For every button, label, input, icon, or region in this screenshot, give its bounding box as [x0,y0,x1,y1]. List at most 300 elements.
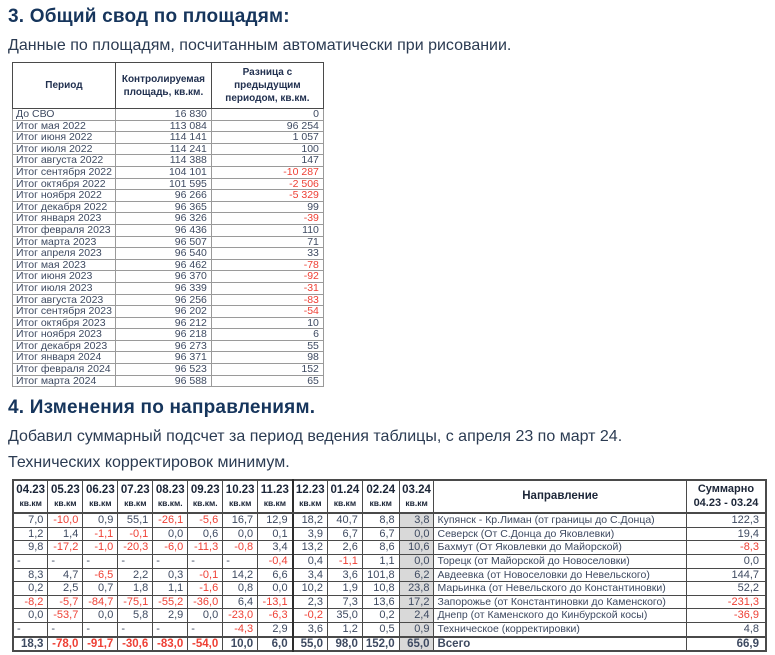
month-label: 01.24 [330,484,360,497]
diff-cell: 110 [211,224,323,236]
period-cell: Итог октября 2022 [13,178,116,190]
month-value-cell: 3,4 [258,541,293,555]
month-value-cell: 3,6 [293,623,328,637]
period-cell: Итог октября 2023 [13,317,116,329]
direction-table-row [13,527,766,541]
summary-header-line2: 04.23 - 03.24 [693,497,759,510]
summary-total-cell: 144,7 [686,568,766,582]
month-value-cell: 2,6 [327,541,362,555]
area-cell: 96 326 [115,213,211,225]
diff-cell: -54 [211,306,323,318]
area-cell: 96 256 [115,294,211,306]
areas-table-row [13,375,324,387]
month-header-cell [399,480,434,513]
month-value-cell: 1,4 [48,527,83,541]
month-value-cell: -83,0 [153,637,188,652]
month-value-cell: 1,2 [13,527,48,541]
month-value-cell: 3,6 [327,568,362,582]
month-value-cell: -0,4 [258,555,293,569]
month-value-cell: -0,1 [118,527,153,541]
month-value-cell: 3,8 [399,513,434,527]
month-value-cell: 10,6 [399,541,434,555]
month-value-cell: -75,1 [118,595,153,609]
month-header-cell [327,480,362,513]
month-label: 08.23 [155,484,185,497]
summary-total-cell: -36,9 [686,609,766,623]
month-value-cell: - [13,555,48,569]
area-cell: 101 595 [115,178,211,190]
period-cell: Итог февраля 2023 [13,224,116,236]
month-value-cell: 2,9 [258,623,293,637]
unit-label: кв.км [263,498,287,509]
month-value-cell: 0,0 [223,527,258,541]
month-value-cell: -1,1 [327,555,362,569]
month-value-cell: -36,0 [188,595,223,609]
direction-name-cell: Торецк (от Майорской до Новоселовки) [434,555,687,569]
diff-cell: 71 [211,236,323,248]
area-cell: 114 388 [115,155,211,167]
area-cell: 96 462 [115,259,211,271]
month-header-cell [293,480,328,513]
period-cell: До СВО [13,109,116,121]
diff-cell: -5 329 [211,190,323,202]
month-value-cell: 10,0 [223,637,258,652]
areas-table-row [13,178,324,190]
summary-total-cell: 0,0 [686,555,766,569]
month-value-cell: -54,0 [188,637,223,652]
period-cell: Итог сентября 2022 [13,166,116,178]
summary-total-cell: 122,3 [686,513,766,527]
direction-name-cell: Всего [434,637,687,652]
areas-table-row [13,120,324,132]
month-value-cell: - [83,623,118,637]
month-value-cell: -0,2 [293,609,328,623]
month-value-cell: 13,6 [362,595,399,609]
month-value-cell: - [118,555,153,569]
unit-label: кв.км [89,498,112,509]
month-value-cell: 8,6 [362,541,399,555]
month-value-cell: - [13,623,48,637]
month-value-cell: - [48,555,83,569]
areas-table-header-row [13,63,324,109]
unit-label: кв.км [19,498,42,509]
areas-summary-table [12,62,324,387]
direction-table-row [13,595,766,609]
areas-header-controlled: Контролируемая площадь, кв.км. [115,63,211,109]
diff-cell: 6 [211,329,323,341]
areas-table-row [13,190,324,202]
month-value-cell: -5,7 [48,595,83,609]
direction-name-cell: Марьинка (от Невельского до Константиновки) [434,582,687,596]
month-header-cell [362,480,399,513]
month-value-cell: -78,0 [48,637,83,652]
area-cell: 113 084 [115,120,211,132]
month-value-cell: - [188,555,223,569]
month-value-cell: 3,4 [293,568,328,582]
diff-cell: -2 506 [211,178,323,190]
unit-label: кв.км [228,498,252,509]
summary-total-cell: 4,8 [686,623,766,637]
period-cell: Итог марта 2023 [13,236,116,248]
period-cell: Итог января 2024 [13,352,116,364]
direction-table-row [13,623,766,637]
month-value-cell: 65,0 [399,637,434,652]
areas-table-row [13,248,324,260]
areas-table-row [13,282,324,294]
areas-table-row [13,143,324,155]
areas-table-row [13,364,324,376]
direction-table-row [13,568,766,582]
month-value-cell: 0,9 [399,623,434,637]
month-value-cell: -6,0 [153,541,188,555]
month-value-cell: 8,3 [13,568,48,582]
month-header-cell [258,480,293,513]
period-cell: Итог апреля 2023 [13,248,116,260]
month-value-cell: 8,8 [362,513,399,527]
month-value-cell: 0,1 [258,527,293,541]
area-cell: 96 588 [115,375,211,387]
month-value-cell: 6,2 [399,568,434,582]
month-value-cell: 2,9 [153,609,188,623]
period-cell: Итог февраля 2024 [13,364,116,376]
diff-cell: 99 [211,201,323,213]
areas-table-row [13,155,324,167]
directions-table [12,479,767,652]
direction-table-row [13,582,766,596]
period-cell: Итог мая 2022 [13,120,116,132]
diff-cell: 1 057 [211,132,323,144]
month-value-cell: -4,3 [223,623,258,637]
unit-label: кв.км [54,498,77,509]
direction-name-cell: Северск (От С.Донца до Яковлевки) [434,527,687,541]
areas-header-difference: Разница с предыдущим периодом, кв.км. [211,63,323,109]
month-value-cell: 3,9 [293,527,328,541]
month-header-cell [83,480,118,513]
month-value-cell: -5,6 [188,513,223,527]
area-cell: 96 370 [115,271,211,283]
direction-name-cell: Днепр (от Каменского до Кинбурской косы) [434,609,687,623]
unit-label: кв.км. [192,498,218,509]
month-value-cell: 17,2 [399,595,434,609]
period-cell: Итог декабря 2023 [13,340,116,352]
unit-label: кв.км [333,498,357,509]
areas-table-row [13,294,324,306]
month-label: 07.23 [120,484,150,497]
month-value-cell: 55,1 [118,513,153,527]
period-cell: Итог июля 2023 [13,282,116,294]
area-cell: 96 339 [115,282,211,294]
month-header-cell [48,480,83,513]
month-value-cell: - [48,623,83,637]
month-value-cell: 23,8 [399,582,434,596]
month-label: 11.23 [260,484,289,497]
unit-label: кв.км [369,498,392,509]
month-value-cell: 1,2 [327,623,362,637]
areas-table-row [13,224,324,236]
month-value-cell: 0,0 [13,609,48,623]
month-value-cell: - [188,623,223,637]
month-value-cell: -10,0 [48,513,83,527]
month-value-cell: 7,0 [13,513,48,527]
section4-subtitle-1: Добавил суммарный подсчет за период ведения таблицы, с апреля 23 по март 24. [8,428,623,446]
month-value-cell: 6,6 [258,568,293,582]
area-cell: 96 218 [115,329,211,341]
area-cell: 96 202 [115,306,211,318]
period-cell: Итог ноября 2023 [13,329,116,341]
areas-header-period: Период [13,63,116,109]
month-value-cell: 6,7 [327,527,362,541]
month-value-cell: 0,4 [293,555,328,569]
diff-cell: -10 287 [211,166,323,178]
month-label: 05.23 [50,484,80,497]
direction-table-row [13,555,766,569]
month-value-cell: 0,3 [153,568,188,582]
period-cell: Итог марта 2024 [13,375,116,387]
section4-heading: 4. Изменения по направлениям. [8,397,316,419]
diff-cell: 55 [211,340,323,352]
diff-cell: -92 [211,271,323,283]
month-value-cell: 35,0 [327,609,362,623]
month-value-cell: 0,6 [188,527,223,541]
summary-header-line1: Суммарно [697,483,755,496]
direction-name-cell: Авдеевка (от Новоселовки до Невельского) [434,568,687,582]
diff-cell: 100 [211,143,323,155]
month-value-cell: 2,2 [118,568,153,582]
direction-table-row [13,637,766,652]
areas-table-row [13,166,324,178]
month-header-cell [13,480,48,513]
summary-total-cell: 19,4 [686,527,766,541]
area-cell: 96 212 [115,317,211,329]
section4-subtitle-2: Технических корректировок минимум. [8,454,290,472]
direction-name-cell: Купянск - Кр.Лиман (от границы до С.Донца) [434,513,687,527]
month-label: 10.23 [225,484,255,497]
month-value-cell: 1,9 [327,582,362,596]
month-value-cell: -84,7 [83,595,118,609]
month-value-cell: 0,0 [399,555,434,569]
directions-table-body [13,513,766,651]
period-cell: Итог августа 2023 [13,294,116,306]
direction-name-cell: Бахмут (От Яковлевки до Майорской) [434,541,687,555]
month-value-cell: 10,2 [293,582,328,596]
diff-cell: 96 254 [211,120,323,132]
month-value-cell: 18,2 [293,513,328,527]
areas-table-row [13,259,324,271]
summary-total-cell: -231,3 [686,595,766,609]
month-value-cell: -13,1 [258,595,293,609]
month-value-cell: 0,0 [83,609,118,623]
areas-table-row [13,329,324,341]
month-value-cell: 2,3 [293,595,328,609]
month-value-cell: 0,0 [188,609,223,623]
month-header-cell [188,480,223,513]
diff-cell: -78 [211,259,323,271]
areas-table-row [13,109,324,121]
month-value-cell: 13,2 [293,541,328,555]
month-label: 06.23 [85,484,115,497]
month-header-cell [223,480,258,513]
areas-table-row [13,201,324,213]
month-value-cell: 0,9 [83,513,118,527]
direction-table-row [13,513,766,527]
diff-cell: 33 [211,248,323,260]
period-cell: Итог января 2023 [13,213,116,225]
area-cell: 96 436 [115,224,211,236]
diff-cell: -39 [211,213,323,225]
month-value-cell: 101,8 [362,568,399,582]
month-value-cell: 1,1 [153,582,188,596]
summary-total-cell: 66,9 [686,637,766,652]
month-value-cell: -23,0 [223,609,258,623]
month-value-cell: -0,1 [188,568,223,582]
diff-cell: 10 [211,317,323,329]
area-cell: 114 241 [115,143,211,155]
month-value-cell: -1,0 [83,541,118,555]
month-value-cell: -17,2 [48,541,83,555]
month-value-cell: 0,0 [153,527,188,541]
direction-name-cell: Техническое (корректировки) [434,623,687,637]
area-cell: 96 365 [115,201,211,213]
month-value-cell: 6,4 [223,595,258,609]
area-cell: 96 371 [115,352,211,364]
unit-label: кв.км [405,498,428,509]
area-cell: 104 101 [115,166,211,178]
areas-table-row [13,271,324,283]
period-cell: Итог мая 2023 [13,259,116,271]
month-value-cell: 4,7 [48,568,83,582]
month-value-cell: 6,7 [362,527,399,541]
area-cell: 96 507 [115,236,211,248]
month-value-cell: 0,5 [362,623,399,637]
month-value-cell: -53,7 [48,609,83,623]
areas-table-row [13,236,324,248]
month-value-cell: 98,0 [327,637,362,652]
month-value-cell: -6,5 [83,568,118,582]
month-label: 02.24 [366,484,396,497]
month-value-cell: -26,1 [153,513,188,527]
section3-subtitle: Данные по площадям, посчитанным автоматически при рисовании. [8,37,512,54]
period-cell: Итог декабря 2022 [13,201,116,213]
unit-label: кв.км [124,498,147,509]
diff-cell: 98 [211,352,323,364]
diff-cell: 147 [211,155,323,167]
month-value-cell: 14,2 [223,568,258,582]
month-value-cell: -8,2 [13,595,48,609]
month-value-cell: 0,8 [223,582,258,596]
month-value-cell: 40,7 [327,513,362,527]
month-value-cell: 6,0 [258,637,293,652]
area-cell: 96 523 [115,364,211,376]
areas-table-row [13,352,324,364]
direction-table-row [13,541,766,555]
month-value-cell: 18,3 [13,637,48,652]
period-cell: Итог сентября 2023 [13,306,116,318]
month-value-cell: - [83,555,118,569]
diff-cell: 152 [211,364,323,376]
areas-table-body [13,109,324,387]
section3-heading: 3. Общий свод по площадям: [8,6,290,27]
month-value-cell: 0,2 [13,582,48,596]
period-cell: Итог июня 2023 [13,271,116,283]
month-value-cell: -1,1 [83,527,118,541]
month-value-cell: - [153,555,188,569]
month-header-cell [153,480,188,513]
month-value-cell: 1,1 [362,555,399,569]
month-label: 04.23 [16,484,46,497]
summary-total-cell: 52,2 [686,582,766,596]
month-value-cell: - [223,555,258,569]
month-value-cell: 9,8 [13,541,48,555]
diff-cell: 0 [211,109,323,121]
month-value-cell: 55,0 [293,637,328,652]
month-value-cell: -0,8 [223,541,258,555]
direction-name-cell: Запорожье (от Константиновки до Каменского) [434,595,687,609]
month-value-cell: 1,8 [118,582,153,596]
direction-table-row [13,609,766,623]
month-value-cell: -6,3 [258,609,293,623]
unit-label: кв.км. [157,498,183,509]
month-label: 12.23 [295,484,325,497]
month-value-cell: 5,8 [118,609,153,623]
period-cell: Итог ноября 2022 [13,190,116,202]
month-value-cell: 0,2 [362,609,399,623]
area-cell: 114 141 [115,132,211,144]
summary-total-cell: -8,3 [686,541,766,555]
month-value-cell: -30,6 [118,637,153,652]
month-value-cell: 0,0 [258,582,293,596]
areas-table-row [13,317,324,329]
month-value-cell: -55,2 [153,595,188,609]
areas-table-row [13,306,324,318]
period-cell: Итог июня 2022 [13,132,116,144]
directions-table-header-row [13,480,766,513]
diff-cell: -83 [211,294,323,306]
month-value-cell: -20,3 [118,541,153,555]
month-value-cell: 10,8 [362,582,399,596]
area-cell: 96 273 [115,340,211,352]
diff-cell: 65 [211,375,323,387]
area-cell: 16 830 [115,109,211,121]
month-value-cell: 0,0 [399,527,434,541]
diff-cell: -31 [211,282,323,294]
direction-header-cell: Направление [434,480,687,513]
area-cell: 96 266 [115,190,211,202]
period-cell: Итог августа 2022 [13,155,116,167]
month-label: 03.24 [402,484,431,497]
month-value-cell: -11,3 [188,541,223,555]
areas-table-row [13,213,324,225]
month-value-cell: 16,7 [223,513,258,527]
areas-table-row [13,132,324,144]
month-value-cell: 7,3 [327,595,362,609]
month-value-cell: -91,7 [83,637,118,652]
unit-label: кв.км [299,498,322,509]
month-value-cell: -1,6 [188,582,223,596]
month-value-cell: 152,0 [362,637,399,652]
month-value-cell: 0,7 [83,582,118,596]
month-header-cell [118,480,153,513]
month-value-cell: - [118,623,153,637]
month-value-cell: 2,4 [399,609,434,623]
month-value-cell: 2,5 [48,582,83,596]
month-label: 09.23 [190,484,220,497]
area-cell: 96 540 [115,248,211,260]
period-cell: Итог июля 2022 [13,143,116,155]
month-value-cell: - [153,623,188,637]
areas-table-row [13,340,324,352]
summary-header-cell [686,480,766,513]
month-value-cell: 12,9 [258,513,293,527]
